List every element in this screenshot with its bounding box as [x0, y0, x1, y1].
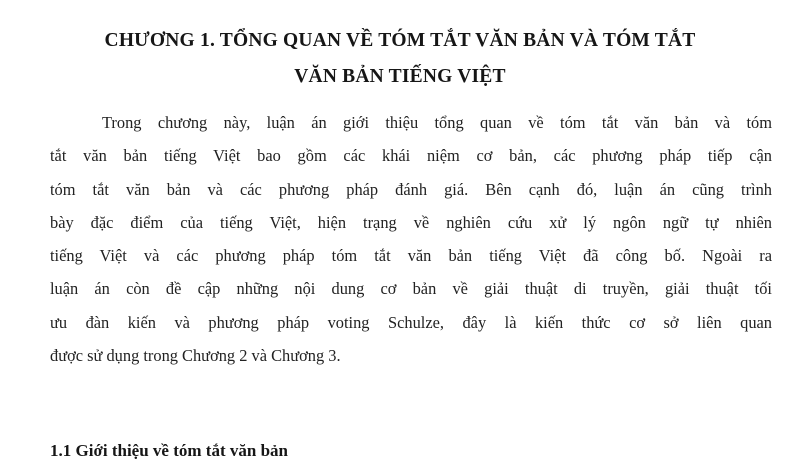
chapter-title-line-2: VĂN BẢN TIẾNG VIỆT	[294, 66, 506, 88]
paragraph-line-7: ưu đàn kiến và phương pháp voting Schulze, đây là kiến thức cơ sở liên quan	[50, 312, 772, 332]
paragraph-line-8: được sử dụng trong Chương 2 và Chương 3.	[50, 346, 341, 366]
section-heading: 1.1 Giới thiệu về tóm tắt văn bản	[50, 441, 288, 461]
intro-paragraph	[50, 106, 772, 372]
paragraph-line-1: Trong chương này, luận án giới thiệu tổng quan về tóm tắt văn bản và tóm	[102, 113, 772, 132]
paragraph-line-2: tắt văn bản tiếng Việt bao gồm các khái niệm cơ bản, các phương pháp tiếp cận	[50, 146, 772, 166]
paragraph-line-5: tiếng Việt và các phương pháp tóm tắt văn bản tiếng Việt đã công bố. Ngoài ra	[50, 246, 772, 266]
chapter-title	[0, 23, 800, 95]
paragraph-line-6: luận án còn đề cập những nội dung cơ bản về giải thuật di truyền, giải thuật tối	[50, 279, 772, 299]
paragraph-line-4: bày đặc điểm của tiếng Việt, hiện trạng về nghiên cứu xử lý ngôn ngữ tự nhiên	[50, 212, 772, 232]
chapter-title-line-1: CHƯƠNG 1. TỔNG QUAN VỀ TÓM TẮT VĂN BẢN VÀ TÓM TẮT	[104, 30, 696, 52]
paragraph-line-3: tóm tắt văn bản và các phương pháp đánh giá. Bên cạnh đó, luận án cũng trình	[50, 179, 772, 199]
